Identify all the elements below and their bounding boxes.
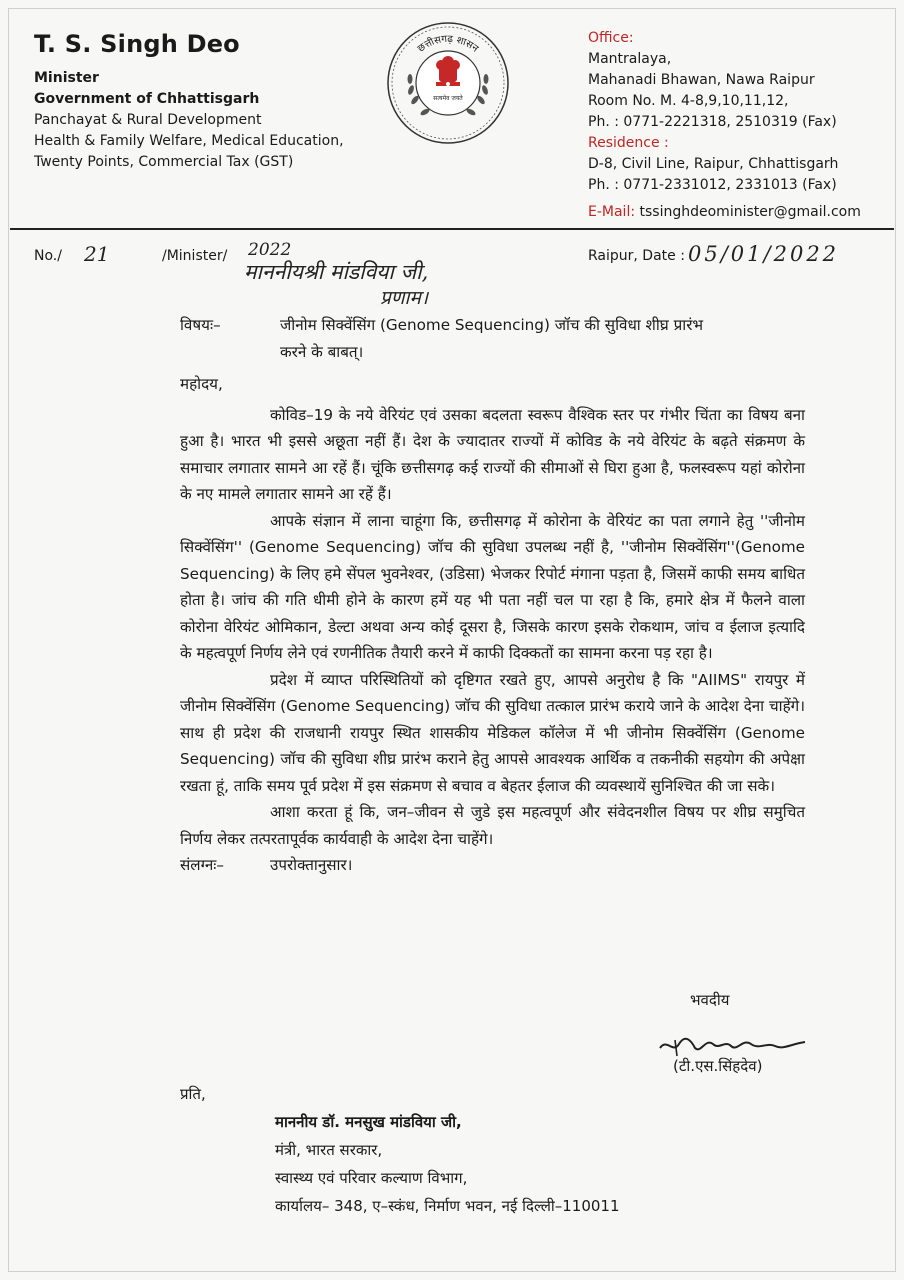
letter-body — [180, 312, 805, 879]
office-label: Office: — [588, 30, 634, 46]
enclosure — [180, 852, 805, 879]
emblem-caption: सत्यमेव जयते — [433, 95, 463, 102]
portfolio-3: Twenty Points, Commercial Tax (GST) — [34, 154, 294, 170]
office-line: Ph. : 0771-2221318, 2510319 (Fax) — [588, 114, 837, 130]
portfolio-2: Health & Family Welfare, Medical Education, — [34, 133, 344, 149]
recipient-line: कार्यालय– 348, ए–स्कंध, निर्माण भवन, नई दिल्ली–110011 — [275, 1197, 620, 1215]
subject-text — [280, 312, 703, 365]
letterhead-left — [34, 30, 394, 173]
salutation: महोदय, — [180, 375, 223, 393]
handwritten-greeting: माननीयश्री मांडविया जी, — [244, 260, 429, 284]
signatory-name: (टी.एस.सिंहदेव) — [673, 1057, 763, 1075]
portfolio-1: Panchayat & Rural Development — [34, 112, 262, 128]
ref-year-handwritten: 2022 — [248, 240, 292, 260]
email-label: E-Mail: — [588, 204, 636, 220]
ref-no-label: No./ — [34, 248, 62, 264]
signature-icon — [655, 1020, 815, 1060]
handwritten-pranam: प्रणाम। — [380, 287, 429, 309]
government: Government of Chhattisgarh — [34, 91, 260, 107]
letterhead-right — [588, 28, 888, 223]
recipient-block — [180, 1080, 620, 1220]
email-row — [588, 202, 888, 223]
office-line: Mantralaya, — [588, 51, 672, 67]
subject-line: करने के बाबत्। — [280, 342, 364, 361]
emblem-text: छत्तीसगढ़ शासन — [415, 33, 481, 55]
subject-label: विषयः– — [180, 316, 221, 334]
recipient-name: माननीय डॉ. मनसुख मांडविया जी, — [275, 1113, 462, 1131]
header-divider — [10, 228, 894, 230]
residence-line: D-8, Civil Line, Raipur, Chhattisgarh — [588, 156, 839, 172]
office-line: Mahanadi Bhawan, Nawa Raipur — [588, 72, 815, 88]
enclosure-value: उपरोक्तानुसार। — [270, 856, 353, 874]
paragraph-4: आशा करता हूं कि, जन–जीवन से जुडे इस महत्वपूर्ण और संवेदनशील विषय पर शीघ्र समुचित निर्णय लेकर तत्परतापूर्वक कार्यवाही के आदेश देना चाहेंगे। — [180, 803, 805, 848]
residence-label: Residence : — [588, 135, 669, 151]
state-emblem-icon — [385, 20, 511, 146]
to-label: प्रति, — [180, 1085, 206, 1103]
email-address[interactable]: tssinghdeominister@gmail.com — [639, 204, 861, 220]
minister-label: /Minister/ — [162, 248, 228, 264]
enclosure-label: संलग्नः– — [180, 856, 224, 874]
paragraph-1: कोविड–19 के नये वेरियंट एवं उसका बदलता स्वरूप वैश्विक स्तर पर गंभीर चिंता का विषय बना हुआ है। भारत भी इससे अछूता नहीं हैं। देश के ज्यादातर राज्यों में कोविड के नये वेरियंट के बढ़ते संक्रमण के समाचार लगातार सामने आ रहें हैं। चूंकि छत्तीसगढ़ कई राज्यों की सीमाओं से घिरा हुआ है, फलस्वरूप यहां कोरोना के नए मामले लगातार सामने आ रहें हैं। — [180, 405, 805, 503]
residence-line: Ph. : 0771-2331012, 2331013 (Fax) — [588, 177, 837, 193]
recipient-line: मंत्री, भारत सरकार, — [275, 1141, 383, 1159]
recipient-line: स्वास्थ्य एवं परिवार कल्याण विभाग, — [275, 1169, 468, 1187]
minister-name: T. S. Singh Deo — [34, 30, 240, 58]
paragraph-3: प्रदेश में व्याप्त परिस्थितियों को दृष्टिगत रखते हुए, आपसे अनुरोध है कि "AIIMS" रायपुर में जीनोम सिक्वेंसिंग (Genome Sequencing) जॉच की सुविधा तत्काल प्रारंभ कराये जाने के आदेश देना चाहेंगे। साथ ही प्रदेश की राजधानी रायपुर स्थित शासकीय मेडिकल कॉलेज में भी जीनोम सिक्वेंसिंग (Genome Sequencing) जॉच की सुविधा शीघ्र प्रारंभ कराने हेतु आपसे आवश्यक आर्थिक व तकनीकी सहयोग की अपेक्षा रखता हूं, ताकि समय पूर्व प्रदेश में इस संक्रमण से बचाव व बेहतर ईलाज की व्यवस्थायें सुनिश्चित की जा सके। — [180, 670, 805, 795]
subject — [180, 312, 805, 365]
designation: Minister — [34, 70, 99, 86]
paragraph-2: आपके संज्ञान में लाना चाहूंगा कि, छत्तीसगढ़ में कोरोना के वेरियंट का पता लगाने हेतु ''जीनोम सिक्वेंसिंग'' (Genome Sequencing) जॉच की सुविधा उपलब्ध नहीं है, ''जीनोम सिक्वेंसिंग''(Genome Sequencing) के लिए हमे सेंपल भुवनेश्वर, (उडिसा) भेजकर रिपोर्ट मंगाना पड़ता है, जिसमें काफी समय बाधित होता है। जांच की गति धीमी होने के कारण हमें यह भी पता नहीं चल पा रहा है कि, हमारे क्षेत्र में फैलने वाला कोरोना वेरियंट ओमिकान, डेल्टा अथवा अन्य कोई दूसरा है, जिसके कारण इसके रोकथाम, जांच व ईलाज इत्यादि के महत्वपूर्ण निर्णय लेने एवं रणनीतिक तैयारी करने में काफी दिक्कतों का सामना करना पड़ रहा है। — [180, 511, 805, 662]
date-value: 05/01/2022 — [688, 242, 840, 266]
valediction: भवदीय — [690, 991, 730, 1009]
ref-no-value: 21 — [84, 242, 110, 266]
subject-line: जीनोम सिक्वेंसिंग (Genome Sequencing) जॉच की सुविधा शीघ्र प्रारंभ — [280, 316, 704, 334]
date-label: Raipur, Date : — [588, 248, 685, 264]
office-line: Room No. M. 4-8,9,10,11,12, — [588, 93, 789, 109]
